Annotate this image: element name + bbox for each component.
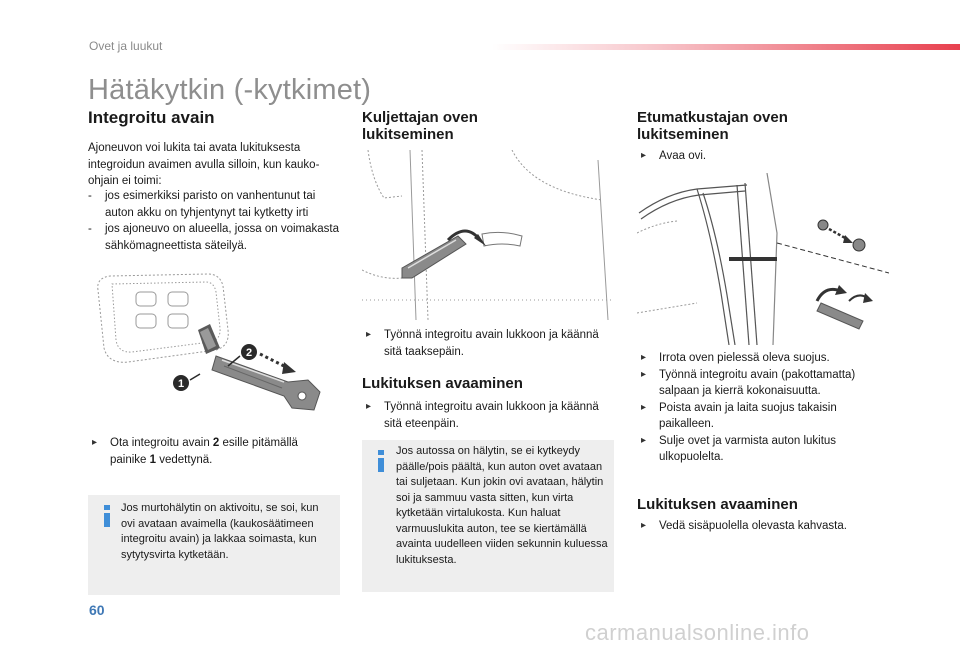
page-title: Hätäkytkin (-kytkimet) [88, 74, 372, 106]
list-item: - jos esimerkiksi paristo on vanhentunut tai auton akku on tyhjentynyt tai kytketty irti [88, 190, 316, 219]
watermark: carmanualsonline.info [585, 620, 810, 645]
section-heading-unlock-driver: Lukituksen avaaminen [362, 375, 523, 392]
page-number: 60 [89, 602, 105, 618]
bullet-icon: ▸ [641, 434, 647, 446]
bullet-icon: ▸ [641, 520, 647, 531]
key-illustration [88, 270, 340, 422]
info-icon [374, 450, 388, 472]
header-accent-bar [492, 44, 960, 50]
section-heading-unlock-passenger: Lukituksen avaaminen [637, 496, 798, 513]
bullet-icon: ▸ [641, 150, 647, 161]
passenger-door-illustration [637, 173, 889, 345]
bullet-icon: ▸ [366, 329, 372, 340]
bullet-icon: ▸ [641, 368, 647, 380]
condition-list [88, 188, 343, 254]
bullet-icon: ▸ [641, 401, 647, 413]
section-heading-integrated-key: Integroitu avain [88, 108, 215, 127]
passenger-unlock-step: ▸ Vedä sisäpuolella olevasta kahvasta. [637, 518, 887, 535]
bullet-icon: ▸ [92, 437, 98, 448]
key-label-1: 1 [177, 378, 185, 390]
intro-paragraph: Ajoneuvon voi lukita tai avata lukituksesta integroidun avaimen avulla silloin, kun kauko-ohjain ei toimi: [88, 142, 320, 187]
bullet-icon: ▸ [366, 401, 372, 412]
section-heading-passenger-door: Etumatkustajan oven lukitseminen [637, 109, 788, 143]
driver-unlock-step: ▸ Työnnä integroitu avain lukkoon ja käännä sitä eteenpäin. [366, 401, 599, 430]
section-header: Ovet ja luukut [89, 39, 163, 53]
section-heading-driver-door: Kuljettajan oven lukitseminen [362, 109, 478, 143]
key-step: ▸ Ota integroitu avain 2 esille pitämällä painike 1 vedettynä. [92, 437, 298, 466]
bullet-icon: ▸ [641, 352, 647, 363]
passenger-step-open: ▸ Avaa ovi. [637, 148, 887, 165]
driver-lock-step: ▸ Työnnä integroitu avain lukkoon ja käännä sitä taaksepäin. [366, 329, 599, 358]
info-icon [100, 505, 114, 527]
list-item: - jos ajoneuvo on alueella, jossa on voimakasta sähkömagneettista säteilyä. [88, 223, 339, 252]
key-label-2: 2 [245, 347, 253, 359]
driver-door-illustration [362, 150, 614, 320]
info-box-alarm-lock: Jos autossa on hälytin, se ei kytkeydy päälle/pois päältä, kun auton ovet avataan tai suljetaan. Kun jokin ovi avataan, hälytin soi ja sammuu vasta sitten, kun virta kytketään virtalukosta. Kun haluat varmuuslukita auton, tee se kiertämällä avainta uudelleen viiden sekunnin kuluessa lukituksesta. [362, 440, 614, 592]
info-box-alarm: Jos murtohälytin on aktivoitu, se soi, kun ovi avataan avaimella (kaukosäätimeen integroitu avain) ja lakkaa soimasta, kun sytytysvirta kytketään. [88, 495, 340, 595]
passenger-steps: ▸ Irrota oven pielessä oleva suojus. ▸ Työnnä integroitu avain (pakottamatta) salpaan ja kierrä kokonaisuutta. ▸ Poista avain ja laita suojus takaisin paikalleen. ▸ Sulje ovet ja varmista auton lukitus ulkopuolelta. [641, 352, 856, 463]
